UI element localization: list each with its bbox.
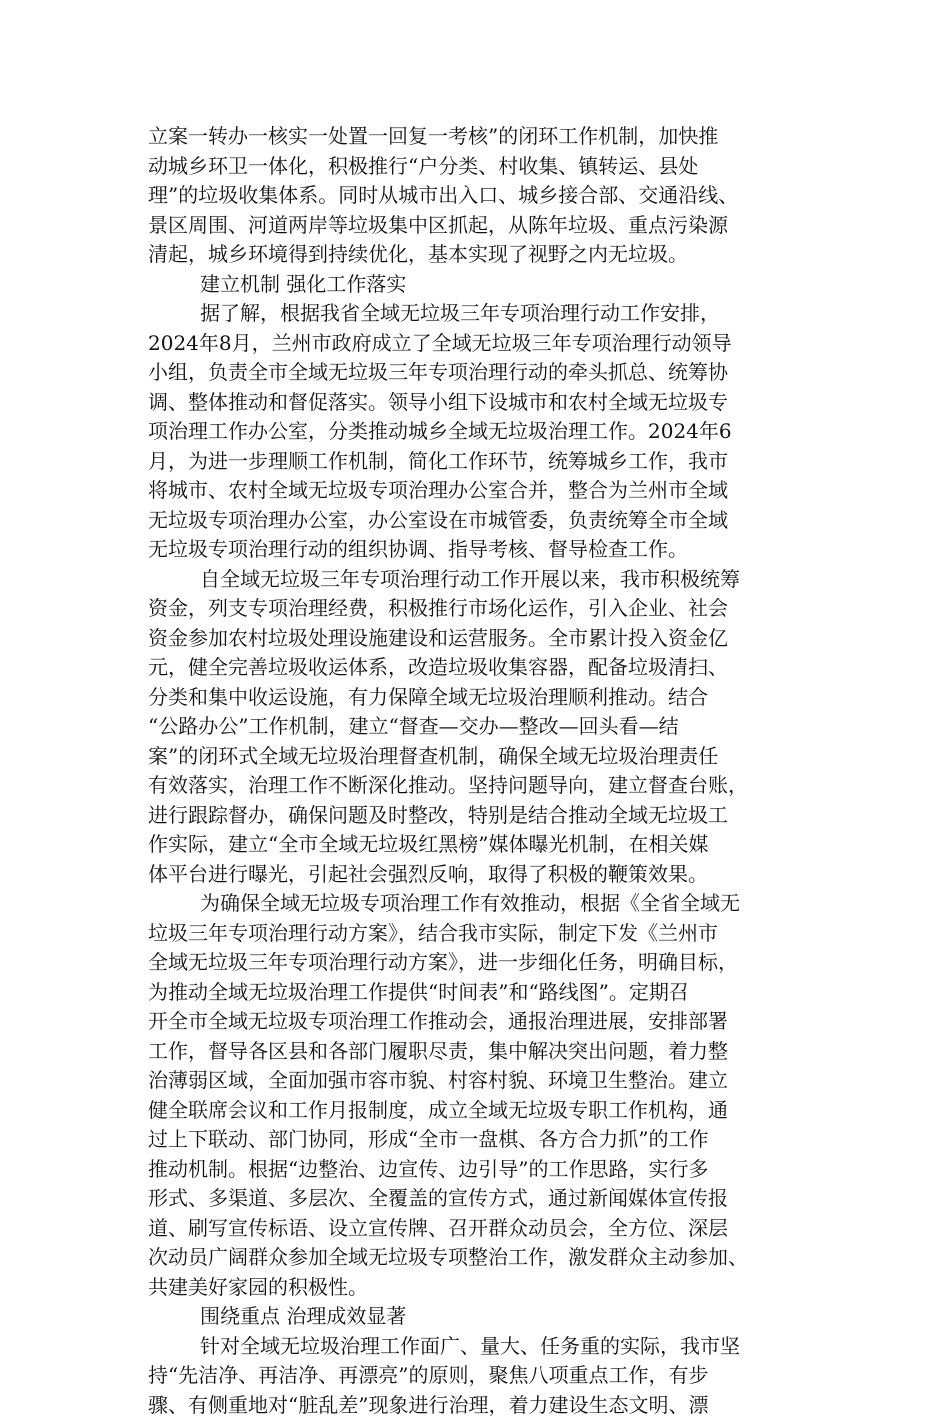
text-line: 推动机制。根据“边整治、边宣传、边引导”的工作思路，实行多 [148, 1155, 828, 1185]
text-line: 小组，负责全市全域无垃圾三年专项治理行动的牵头抓总、统筹协 [148, 358, 828, 388]
text-line: 骤、有侧重地对“脏乱差”现象进行治理，着力建设生态文明、漂 [148, 1391, 828, 1420]
text-line: 案”的闭环式全域无垃圾治理督查机制，确保全域无垃圾治理责任 [148, 742, 828, 772]
section-heading: 建立机制 强化工作落实 [148, 270, 828, 300]
article-body [148, 122, 828, 1420]
text-line: 体平台进行曝光，引起社会强烈反响，取得了积极的鞭策效果。 [148, 860, 828, 890]
text-line: 将城市、农村全域无垃圾专项治理办公室合并，整合为兰州市全域 [148, 476, 828, 506]
text-line: 动城乡环卫一体化，积极推行“户分类、村收集、镇转运、县处 [148, 152, 828, 182]
text-line: 立案一转办一核实一处置一回复一考核”的闭环工作机制，加快推 [148, 122, 828, 152]
text-line: 分类和集中收运设施，有力保障全域无垃圾治理顺利推动。结合 [148, 683, 828, 713]
text-line: 开全市全域无垃圾专项治理工作推动会，通报治理进展，安排部署 [148, 1007, 828, 1037]
text-line: 过上下联动、部门协同，形成“全市一盘棋、各方合力抓”的工作 [148, 1125, 828, 1155]
text-line: 资金，列支专项治理经费，积极推行市场化运作，引入企业、社会 [148, 594, 828, 624]
section-heading: 围绕重点 治理成效显著 [148, 1302, 828, 1332]
text-line: 景区周围、河道两岸等垃圾集中区抓起，从陈年垃圾、重点污染源 [148, 211, 828, 241]
text-line: 针对全域无垃圾治理工作面广、量大、任务重的实际，我市坚 [148, 1332, 828, 1362]
text-line: 有效落实，治理工作不断深化推动。坚持问题导向，建立督查台账， [148, 771, 828, 801]
text-line: 形式、多渠道、多层次、全覆盖的宣传方式，通过新闻媒体宣传报 [148, 1184, 828, 1214]
text-line: 资金参加农村垃圾处理设施建设和运营服务。全市累计投入资金亿 [148, 624, 828, 654]
text-line: 共建美好家园的积极性。 [148, 1273, 828, 1303]
text-line: 据了解，根据我省全域无垃圾三年专项治理行动工作安排， [148, 299, 828, 329]
text-line: 理”的垃圾收集体系。同时从城市出入口、城乡接合部、交通沿线、 [148, 181, 828, 211]
text-line: 全域无垃圾三年专项治理行动方案》，进一步细化任务，明确目标， [148, 948, 828, 978]
text-line: 为确保全域无垃圾专项治理工作有效推动，根据《全省全域无 [148, 889, 828, 919]
text-line: 调、整体推动和督促落实。领导小组下设城市和农村全域无垃圾专 [148, 388, 828, 418]
text-line: 2024年8月，兰州市政府成立了全域无垃圾三年专项治理行动领导 [148, 329, 828, 359]
text-line: 清起，城乡环境得到持续优化，基本实现了视野之内无垃圾。 [148, 240, 828, 270]
text-line: 进行跟踪督办，确保问题及时整改，特别是结合推动全域无垃圾工 [148, 801, 828, 831]
text-line: 道、刷写宣传标语、设立宣传牌、召开群众动员会，全方位、深层 [148, 1214, 828, 1244]
text-line: 无垃圾专项治理办公室，办公室设在市城管委，负责统筹全市全域 [148, 506, 828, 536]
text-line: 无垃圾专项治理行动的组织协调、指导考核、督导检查工作。 [148, 535, 828, 565]
text-line: “公路办公”工作机制，建立“督查—交办—整改—回头看—结 [148, 712, 828, 742]
text-line: 工作，督导各区县和各部门履职尽责，集中解决突出问题，着力整 [148, 1037, 828, 1067]
text-line: 持“先洁净、再洁净、再漂亮”的原则，聚焦八项重点工作，有步 [148, 1361, 828, 1391]
text-line: 垃圾三年专项治理行动方案》，结合我市实际，制定下发《兰州市 [148, 919, 828, 949]
text-line: 项治理工作办公室，分类推动城乡全域无垃圾治理工作。2024年6 [148, 417, 828, 447]
text-line: 月，为进一步理顺工作机制，简化工作环节，统筹城乡工作，我市 [148, 447, 828, 477]
text-line: 自全域无垃圾三年专项治理行动工作开展以来，我市积极统筹 [148, 565, 828, 595]
text-line: 健全联席会议和工作月报制度，成立全域无垃圾专职工作机构，通 [148, 1096, 828, 1126]
text-line: 为推动全域无垃圾治理工作提供“时间表”和“路线图”。定期召 [148, 978, 828, 1008]
text-line: 次动员广阔群众参加全域无垃圾专项整治工作，激发群众主动参加、 [148, 1243, 828, 1273]
text-line: 元，健全完善垃圾收运体系，改造垃圾收集容器，配备垃圾清扫、 [148, 653, 828, 683]
text-line: 治薄弱区域，全面加强市容市貌、村容村貌、环境卫生整治。建立 [148, 1066, 828, 1096]
text-line: 作实际，建立“全市全域无垃圾红黑榜”媒体曝光机制，在相关媒 [148, 830, 828, 860]
